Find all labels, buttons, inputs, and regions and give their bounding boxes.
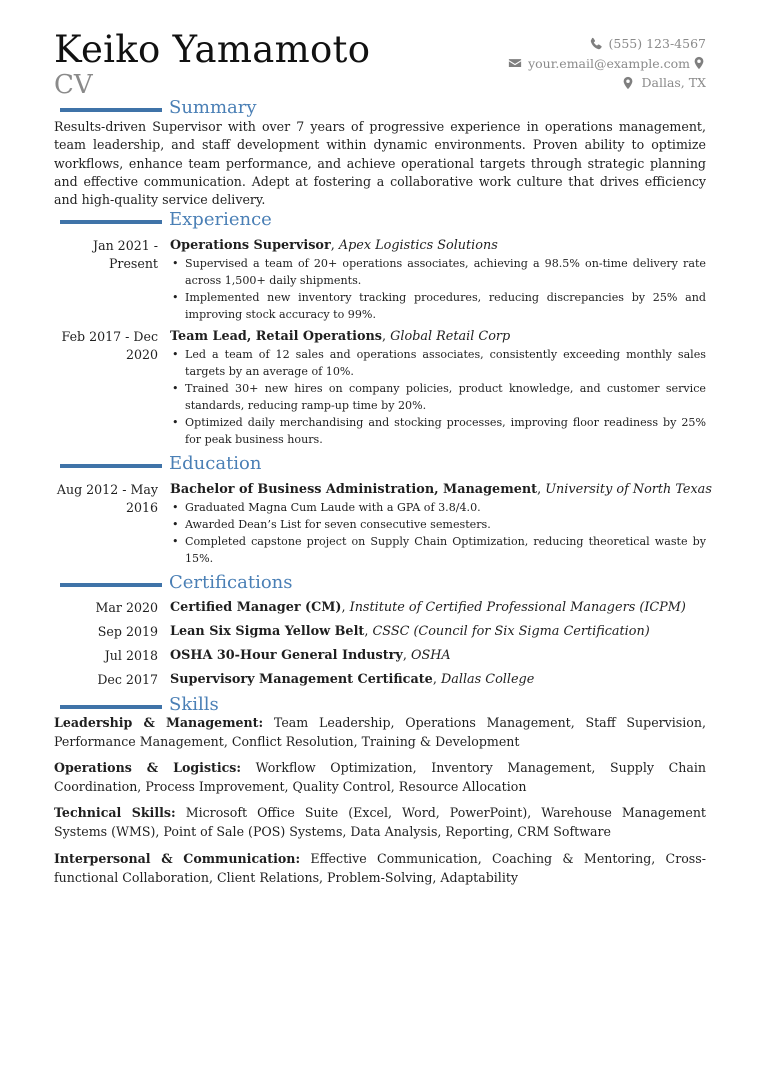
entry-dates: Feb 2017 - Dec 2020 <box>61 329 158 363</box>
section-accent-bar <box>60 583 162 587</box>
cert-title: OSHA 30-Hour General Industry <box>170 648 403 663</box>
cert-title: Supervisory Management Certificate <box>170 672 433 687</box>
cert-date: Mar 2020 <box>95 600 158 615</box>
map-marker-icon <box>692 56 706 70</box>
cert-date: Dec 2017 <box>97 672 158 687</box>
section-title: Certifications <box>169 572 293 593</box>
entry-dates: Aug 2012 - May 2016 <box>56 482 158 516</box>
cert-title: Lean Six Sigma Yellow Belt <box>170 624 365 639</box>
cert-date: Sep 2019 <box>97 624 158 639</box>
entry-title: Bachelor of Business Administration, Management <box>170 482 538 497</box>
section-accent-bar <box>60 705 162 709</box>
cert-title: Certified Manager (CM) <box>170 600 342 615</box>
entry-org: University of North Texas <box>545 482 712 497</box>
skill-list: Workflow Optimization, Inventory Management, Supply Chain Coordination, Process Improvement, Quality Control, Resource Allocation <box>54 760 706 794</box>
summary-text: Results-driven Supervisor with over 7 years of progressive experience in operations management, team leadership, and staff development within dynamic environments. Proven ability to optimize workflows, enhance team performance, and achieve operational targets through strategic planning and effective communication. Adept at fostering a collaborative work culture that drives efficiency and high-quality service delivery. <box>54 119 706 208</box>
skill-label: Leadership & Management: <box>54 715 264 730</box>
skill-group <box>54 804 706 841</box>
skill-label: Operations & Logistics: <box>54 760 242 775</box>
cert-org: OSHA <box>410 648 451 663</box>
cert-title-line: Supervisory Management Certificate, Dallas College <box>170 672 535 687</box>
phone-icon <box>589 37 603 51</box>
section-accent-bar <box>60 220 162 224</box>
entry-dates: Jan 2021 - Present <box>93 238 158 272</box>
bullet-item: • Supervised a team of 20+ operations associates, achieving a 98.5% on-time delivery rate across 1,500+ daily shipments. <box>170 255 706 289</box>
section-title: Summary <box>169 97 257 118</box>
location-text: Dallas, TX <box>641 75 706 90</box>
envelope-icon <box>508 56 522 70</box>
cert-org: CSSC (Council for Six Sigma Certification) <box>372 624 650 639</box>
bullet-item: • Graduated Magna Cum Laude with a GPA of 3.8/4.0. <box>170 499 706 516</box>
section-title: Skills <box>169 694 219 715</box>
bullet-item: • Trained 30+ new hires on company policies, product knowledge, and customer service standards, reducing ramp-up time by 20%. <box>170 380 706 414</box>
cert-org: Institute of Certified Professional Managers (ICPM) <box>349 600 686 615</box>
skill-label: Interpersonal & Communication: <box>54 851 301 866</box>
bullet-item: • Awarded Dean’s List for seven consecutive semesters. <box>170 516 706 533</box>
contact-block <box>508 34 706 93</box>
section-accent-bar <box>60 108 162 112</box>
cert-date: Jul 2018 <box>104 648 158 663</box>
skill-list: Team Leadership, Operations Management, Staff Supervision, Performance Management, Conflict Resolution, Training & Development <box>54 715 706 749</box>
candidate-name: Keiko Yamamoto <box>54 28 371 71</box>
entry-bullets <box>170 255 706 323</box>
contact-phone <box>508 34 706 54</box>
email-address[interactable]: your.email@example.com <box>528 55 690 71</box>
entry-title: Operations Supervisor <box>170 238 331 253</box>
cert-org: Dallas College <box>440 672 535 687</box>
entry-title-line: Bachelor of Business Administration, Management, University of North Texas <box>170 482 712 497</box>
section-accent-bar <box>60 464 162 468</box>
document-subtitle: CV <box>54 70 93 100</box>
entry-title-line: Operations Supervisor, Apex Logistics Solutions <box>170 238 498 253</box>
skill-group <box>54 759 706 796</box>
cert-title-line: Certified Manager (CM), Institute of Certified Professional Managers (ICPM) <box>170 600 686 615</box>
bullet-item: • Implemented new inventory tracking procedures, reducing discrepancies by 25% and improving stock accuracy to 99%. <box>170 289 706 323</box>
skill-list: Microsoft Office Suite (Excel, Word, PowerPoint), Warehouse Management Systems (WMS), Point of Sale (POS) Systems, Data Analysis, Reporting, CRM Software <box>54 805 706 839</box>
skill-list: Effective Communication, Coaching & Mentoring, Cross-functional Collaboration, Client Relations, Problem-Solving, Adaptability <box>54 851 706 885</box>
contact-location <box>508 73 706 93</box>
cert-title-line: OSHA 30-Hour General Industry, OSHA <box>170 648 451 663</box>
bullet-item: • Optimized daily merchandising and stocking processes, improving floor readiness by 25% for peak business hours. <box>170 414 706 448</box>
entry-title-line: Team Lead, Retail Operations, Global Retail Corp <box>170 329 511 344</box>
section-title: Education <box>169 453 262 474</box>
entry-title: Team Lead, Retail Operations <box>170 329 383 344</box>
entry-org: Global Retail Corp <box>390 329 511 344</box>
entry-org: Apex Logistics Solutions <box>338 238 498 253</box>
cert-title-line: Lean Six Sigma Yellow Belt, CSSC (Council for Six Sigma Certification) <box>170 624 650 639</box>
map-marker-icon <box>621 76 635 90</box>
skill-group <box>54 714 706 751</box>
entry-bullets <box>170 499 706 567</box>
entry-bullets <box>170 346 706 448</box>
skill-group <box>54 850 706 887</box>
skill-label: Technical Skills: <box>54 805 176 820</box>
phone-number[interactable]: (555) 123-4567 <box>608 36 706 51</box>
bullet-item: • Led a team of 12 sales and operations associates, consistently exceeding monthly sales targets by an average of 10%. <box>170 346 706 380</box>
bullet-item: • Completed capstone project on Supply Chain Optimization, reducing theoretical waste by 15%. <box>170 533 706 567</box>
contact-email-location <box>508 54 706 74</box>
section-title: Experience <box>169 209 272 230</box>
